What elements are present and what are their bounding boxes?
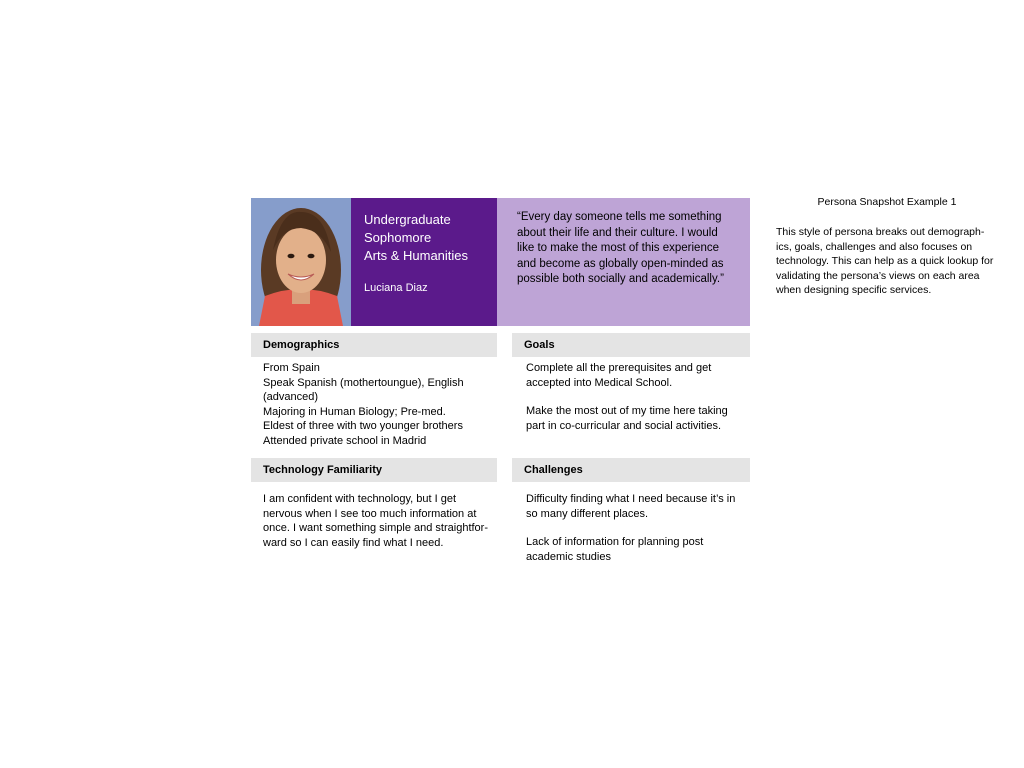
demographics-header: Demographics xyxy=(251,333,497,357)
goals-header: Goals xyxy=(512,333,750,357)
sidebar-note xyxy=(776,195,998,298)
technology-paragraph: I am confident with technology, but I get nervous when I see too much information at once. I want something simple and straightfor-ward so I can easily find what I need. xyxy=(263,493,489,549)
demographics-line: Majoring in Human Biology; Pre-med. xyxy=(263,405,446,418)
demographics-line: Speak Spanish (mothertoungue), English (advanced) xyxy=(263,376,464,403)
persona-level: Undergraduate xyxy=(364,212,451,227)
persona-year: Sophomore xyxy=(364,230,432,245)
challenges-paragraph: Difficulty finding what I need because it’s in so many different places. xyxy=(526,493,736,520)
demographics-line: Eldest of three with two younger brothers xyxy=(263,420,463,432)
goals-paragraph: Complete all the prerequisites and get accepted into Medical School. xyxy=(526,362,712,389)
challenges-header: Challenges xyxy=(512,458,750,482)
sidebar-description: This style of persona breaks out demograph-ics, goals, challenges and also focuses on technology. This can help as a quick lookup for validating the persona’s views on each area when designing specific services. xyxy=(776,226,994,296)
goals-paragraph: Make the most out of my time here taking part in co-curricular and social activities. xyxy=(526,405,728,432)
goals-body xyxy=(526,361,740,447)
challenges-paragraph: Lack of information for planning post academic studies xyxy=(526,536,704,563)
persona-photo xyxy=(251,198,351,326)
persona-identity xyxy=(351,198,497,326)
persona-name: Luciana Diaz xyxy=(364,282,428,294)
persona-banner xyxy=(251,198,750,326)
demographics-line: Attended private school in Madrid xyxy=(263,434,427,447)
sidebar-title: Persona Snapshot Example 1 xyxy=(817,196,957,208)
persona-field: Arts & Humanities xyxy=(364,248,469,263)
persona-photo-illustration xyxy=(251,198,351,326)
technology-body xyxy=(263,492,493,564)
demographics-line: From Spain xyxy=(263,362,320,374)
challenges-body xyxy=(526,492,740,578)
technology-header: Technology Familiarity xyxy=(251,458,497,482)
demographics-body xyxy=(263,361,495,448)
persona-quote: “Every day someone tells me something about their life and their culture. I would like to make the most of this experience and become as globally open-minded as possible both socially and academically.” xyxy=(517,211,724,286)
persona-quote-box xyxy=(497,198,750,326)
